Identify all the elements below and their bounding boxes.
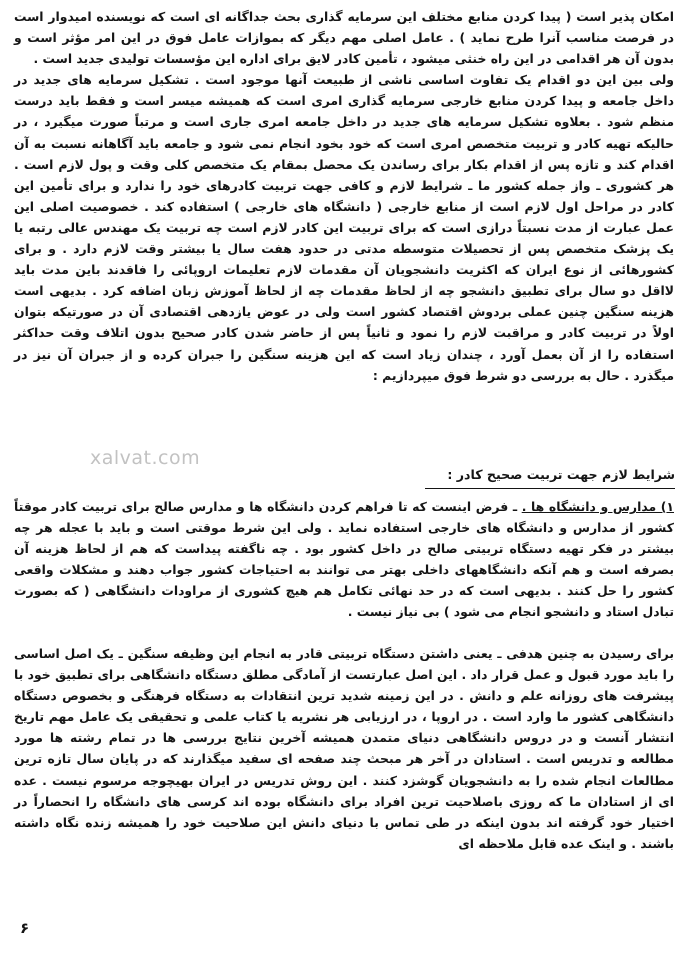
paragraph-4: برای رسیدن به چنین هدفی ـ یعنی داشتن دستگاه تربیتی قادر به انجام این وظیفه سنگین ـ یک اصل اساسی را باید مورد قبول و عمل قرار داد . این اصل عبارتست از آمادگی مطلق دستگاه دانشگاهی برای تطبیق خود با پیشرفت های روزانه علم و دانش . در این زمینه شدید ترین انتقادات به دستگاه فرهنگی و بخصوص دستگاه دانشگاهی کشور ما وارد است . در اروپا ، در ارزیابی هر نشریه یا کتاب علمی و تحقیقی یک عامل مهم تاریخ انتشار آنست و در دروس دانشگاهی دنیای متمدن همیشه آخرین نتایج بررسی ها در تمام رشته ها مورد مطالعه و تدریس است . استادان در آخر هر مبحث چند صفحه ای سفید میگذارند که در پایان سال تازه ترین مطالعات انجام شده را به دانشجویان گوشزد کنند . این روش تدریس در ایران بهیچوجه مرسوم نیست . عده ای از استادان ما که روزی باصلاحیت ترین افراد برای دانشگاه بوده اند کرسی های دانشگاه را انحصاراً در اختیار خود گرفته اند بدون اینکه در طی تماس با دنیای دانش این صلاحیت خود را همیشه زنده نگاه داشته باشند . و اینک عده قابل ملاحظه ای <box>14 646 674 851</box>
paragraph-4-block <box>14 643 674 854</box>
watermark[interactable]: xalvat.com <box>90 447 201 469</box>
section-1-text <box>14 496 674 623</box>
section-1-lead: ۱) مدارس و دانشگاه ها . <box>521 499 674 514</box>
page-number: ۶ <box>20 919 30 937</box>
paragraph-3: ـ فرض اینست که تا فراهم کردن دانشگاه ها و مدارس صالح برای تربیت کادر موقتاً کشور از مدارس و دانشگاه های خارجی استفاده نماید . ولی این شرط موقتی است و باید با عجله هر چه بیشتر در فکر تهیه دستگاه تربیتی صالح در داخل کشور بود . چه ناگفته پیداست که هم از لحاظ هزینه آن بصرفه است و هم آنکه دانشگاههای داخلی بهتر می توانند به احتیاجات کشور جواب دهند و مشکلات واقعی کشور را حل کنند . بدیهی است که در حد نهائی تکامل هم هیچ کشوری از مراودات دانشگاهی ( که بصورت تبادل استاد و دانشجو انجام می شود ) بی نیاز نیست . <box>14 499 674 620</box>
paragraph-1: امکان پذیر است ( پیدا کردن منابع مختلف این سرمایه گذاری بحث جداگانه ای است که نویسنده امیدوار است در فرصت مناسب آنرا طرح نماید ) . عامل اصلی مهم دیگر که بموازات عامل فوق در این امر مؤثر است و بدون آن هر اقدامی در این راه خنثی میشود ، تأمین کادر لایق برای اداره این مؤسسات تولیدی جدید است . <box>14 9 674 67</box>
section-heading: شرایط لازم جهت تربیت صحیح کادر : <box>447 467 675 482</box>
paragraph-2: ولی بین این دو اقدام یک تفاوت اساسی ناشی از طبیعت آنها موجود است . تشکیل سرمایه های جدید در داخل جامعه و پیدا کردن منابع خارجی سرمایه گذاری امری است که همیشه میسر است و فقط باید درست منظم شود . بعلاوه تشکیل سرمایه های جدید در داخل جامعه امری جاری است و مرتباً صورت میگیرد ، در حالیکه تهیه کادر و تربیت متخصص امری است که خود بخود انجام نمی شود و جامعه باید آگاهانه نسبت به آن اقدام کند و تازه پس از اقدام بکار برای رساندن یک محصل بمقام یک متخصص کلی وقت و پول لازم است . هر کشوری ـ واز جمله کشور ما ـ شرایط لازم و کافی جهت تربیت کادرهای خود را ندارد و برای تأمین این کادر در مراحل اول لازم است از منابع خارجی ( دانشگاه های خارجی ) استفاده کند . خصوصیت اصلی این عمل عبارت از مدت نسبتاً درازی است که برای تربیت این کادر لازم است چه تربیت یک مهندس عالی رتبه یا یک پزشک متخصص پس از تحصیلات متوسطه مدتی در حدود هفت سال یا بیشتر وقت لازم دارد . و برای کشورهائی از نوع ایران که اکثریت دانشجویان آن مقدمات لازم تعلیمات اروپائی را فاقدند باین مدت باید لااقل دو سال برای تطبیق دانشجو چه از لحاظ مقدمات چه از لحاظ آموزش زبان اضافه کرد . بدیهی است هزینه سنگین چنین عملی بردوش اقتصاد کشور است ولی در عوض یازدهی اقتصادی آن در صورتیکه بتوان اولاً در تربیت کادر و مراقبت لازم را نمود و ثانیاً پس از حاضر شدن کادر صحیح بدون اتلاف وقت حداکثر استفاده را از آن بعمل آورد ، چندان زیاد است که این هزینه سنگین را جبران کرده و از جبران آن نیز در میگذرد . حال به بررسی دو شرط فوق میپردازیم : <box>14 72 674 383</box>
heading-underline <box>425 488 675 489</box>
document-body-text <box>14 6 674 386</box>
